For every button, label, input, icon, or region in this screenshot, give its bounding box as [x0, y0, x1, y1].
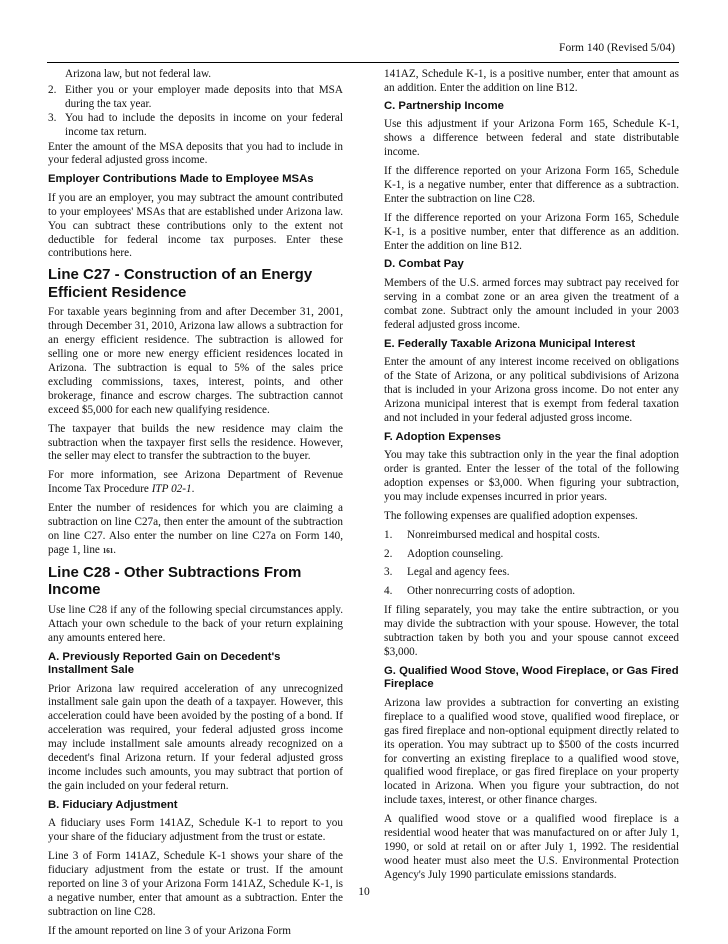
list-number: 3.	[384, 566, 393, 579]
c28-heading: Line C28 - Other Subtractions From Income	[48, 563, 302, 599]
msa-paragraph: Enter the amount of the MSA deposits that you had to include in your federal adjusted gross income.	[48, 140, 343, 167]
c28-paragraph: Use line C28 if any of the following special circumstances apply. Attach your own schedule to the back of your return explaining any amounts entered here.	[48, 603, 343, 644]
line-number: 161	[102, 546, 114, 555]
list-text: Adoption counseling.	[407, 547, 504, 560]
list-text: Legal and agency fees.	[407, 566, 510, 579]
section-a-paragraph: Prior Arizona law required acceleration of any unrecognized installment sale gain upon the death of a taxpayer. However, this acceleration could have been avoided by the posting of a bond. If acceleration was required, your federal adjusted gross income may include installment sale amounts already recognized on a decedent's final Arizona return. If your federal adjusted gross income includes such amounts, you may subtract that portion of the gain included on your federal return.	[48, 682, 343, 792]
c27-paragraph-2: The taxpayer that builds the new residence may claim the subtraction when the taxpayer first sells the residence. However, the seller may elect to transfer the subtraction to the buyer.	[48, 422, 343, 463]
list-number: 2.	[384, 547, 393, 560]
section-e-paragraph: Enter the amount of any interest income received on obligations of the State of Arizona, or any political subdivisions of Arizona that is included in your Arizona gross income. Do not enter any Arizona municipal interest that is exempt from federal taxation and not included in your federal adjusted gross income.	[384, 356, 679, 424]
list-item	[384, 548, 679, 562]
c27-p4-end: .	[113, 543, 116, 556]
c27-p3-text: For more information, see Arizona Department of Revenue Income Tax Procedure	[48, 469, 343, 496]
section-c-paragraph-3: If the difference reported on your Arizona Form 165, Schedule K-1, is a positive number, enter that difference as an addition. Enter the addition on line B12.	[384, 211, 679, 252]
form-label: Form 140 (Revised 5/04)	[559, 42, 675, 54]
left-column	[48, 68, 343, 944]
c27-heading: Line C27 - Construction of an Energy Efficient Residence	[48, 266, 313, 301]
employer-paragraph: If you are an employer, you may subtract the amount contributed to your employees' MSAs that are established under Arizona law. You can subtract these contributions only to the extent not deductible for federal income tax purposes. Enter these contributions here.	[48, 191, 343, 260]
section-b-paragraph-1: A fiduciary uses Form 141AZ, Schedule K-1 to report to you your share of the fiduciary adjustment from the trust or estate.	[48, 817, 343, 844]
list-number: 2.	[48, 83, 57, 96]
section-f-paragraph-3: If filing separately, you may take the entire subtraction, or you may divide the subtraction with your spouse. However, the total subtraction taken by both you and your spouse cannot exceed $3,000.	[384, 604, 679, 658]
section-b-heading: B. Fiduciary Adjustment	[48, 798, 178, 811]
c27-paragraph-3	[48, 469, 343, 497]
list-text: Other nonrecurring costs of adoption.	[407, 585, 576, 598]
c27-paragraph-4	[48, 502, 343, 559]
list-item	[384, 529, 679, 543]
section-a-heading: A. Previously Reported Gain on Decedent's Installment Sale	[48, 650, 281, 676]
section-b-paragraph-2: Line 3 of Form 141AZ, Schedule K-1 shows your share of the fiduciary adjustment from the estate or trust. If the amount reported on line 3 of your Arizona Form 141AZ, Schedule K-1, is a negative number, enter that amount as a subtraction. Enter the subtraction on line C28.	[48, 850, 343, 918]
section-g-heading: G. Qualified Wood Stove, Wood Fireplace, or Gas Fired Fireplace	[384, 664, 679, 691]
section-g-paragraph-1: Arizona law provides a subtraction for converting an existing fireplace to a qualified wood stove, qualified wood fireplace, or gas fired fireplace and non-optional equipment directly related to its operation. You may subtract up to $500 of the costs incurred for converting an existing fireplace to a qualified wood stove, qualified wood fireplace, or gas fired fireplace on your property located in Arizona. When you figure your subtraction, do not include taxes, interest, or other finance charges.	[384, 696, 679, 807]
employer-heading: Employer Contributions Made to Employee MSAs	[48, 173, 314, 186]
section-c-paragraph-2: If the difference reported on your Arizona Form 165, Schedule K-1, is a negative number, enter that difference as a subtraction. Enter the subtraction on line C28.	[384, 165, 679, 205]
list-text: Either you or your employer made deposits into that MSA during the tax year.	[65, 83, 343, 110]
page-header	[47, 40, 679, 63]
list-item	[384, 585, 679, 599]
c27-paragraph-1: For taxable years beginning from and after December 31, 2001, through December 31, 2010, Arizona law allows a subtraction for an energy efficient residence. The subtraction is allowed for selling one or more new energy efficient residences located in Arizona. The subtraction is equal to 5% of the sales price excluding commissions, taxes, interest, points, and other brokerage, finance and escrow charges. The subtraction cannot exceed $5,000 for each new qualifying residence.	[48, 306, 343, 416]
list-text: Nonreimbursed medical and hospital costs.	[407, 528, 600, 541]
section-f-paragraph-2: The following expenses are qualified adoption expenses.	[384, 509, 638, 522]
right-column	[384, 68, 679, 888]
section-c-paragraph-1: Use this adjustment if your Arizona Form 165, Schedule K-1, shows a difference between federal and state distributable income.	[384, 118, 679, 159]
section-c-heading: C. Partnership Income	[384, 99, 504, 112]
list-number: 4.	[384, 585, 393, 598]
c27-p4-text: Enter the number of residences for which you are claiming a subtraction on line C27a, then enter the amount of the subtraction on line C27. Also enter the number on line C27a on Form 140, page 1, line	[48, 502, 343, 556]
section-e-heading: E. Federally Taxable Arizona Municipal Interest	[384, 337, 636, 350]
c27-p3-end: .	[191, 483, 195, 496]
section-d-paragraph: Members of the U.S. armed forces may subtract pay received for serving in a combat zone or an area given the treatment of a combat zone. Subtract only the amount included in your 2003 federal adjusted gross income.	[384, 276, 679, 331]
page-number: 10	[358, 886, 370, 898]
list-number: 3.	[48, 111, 57, 124]
list-number: 1.	[384, 528, 393, 541]
list-item	[384, 566, 679, 580]
continued-text: Arizona law, but not federal law.	[65, 68, 212, 80]
section-g-paragraph-2: A qualified wood stove or a qualified wood fireplace is a residential wood heater that was manufactured on or after July 1, 1990, or sold at retail on or after July 1, 1992. The residential wood heater must also meet the U.S. Environmental Protection Agency's July 1990 particulate emissions standards.	[384, 813, 679, 881]
section-b-paragraph-3: If the amount reported on line 3 of your Arizona Form	[48, 924, 291, 937]
list-text: You had to include the deposits in income on your federal income tax return.	[65, 111, 343, 138]
list-item	[48, 84, 343, 112]
itp-reference: ITP 02-1	[151, 483, 192, 496]
continued-text: 141AZ, Schedule K-1, is a positive number, enter that amount as an addition. Enter the addition on line B12.	[384, 68, 679, 94]
section-d-heading: D. Combat Pay	[384, 258, 464, 271]
section-f-heading: F. Adoption Expenses	[384, 430, 501, 443]
section-f-paragraph-1: You may take this subtraction only in the year the final adoption order is granted. Enter the lesser of the total of the following adoption expenses or $3,000. When figuring your subtraction, you may include expenses incurred in prior years.	[384, 449, 679, 503]
list-item	[48, 112, 343, 140]
